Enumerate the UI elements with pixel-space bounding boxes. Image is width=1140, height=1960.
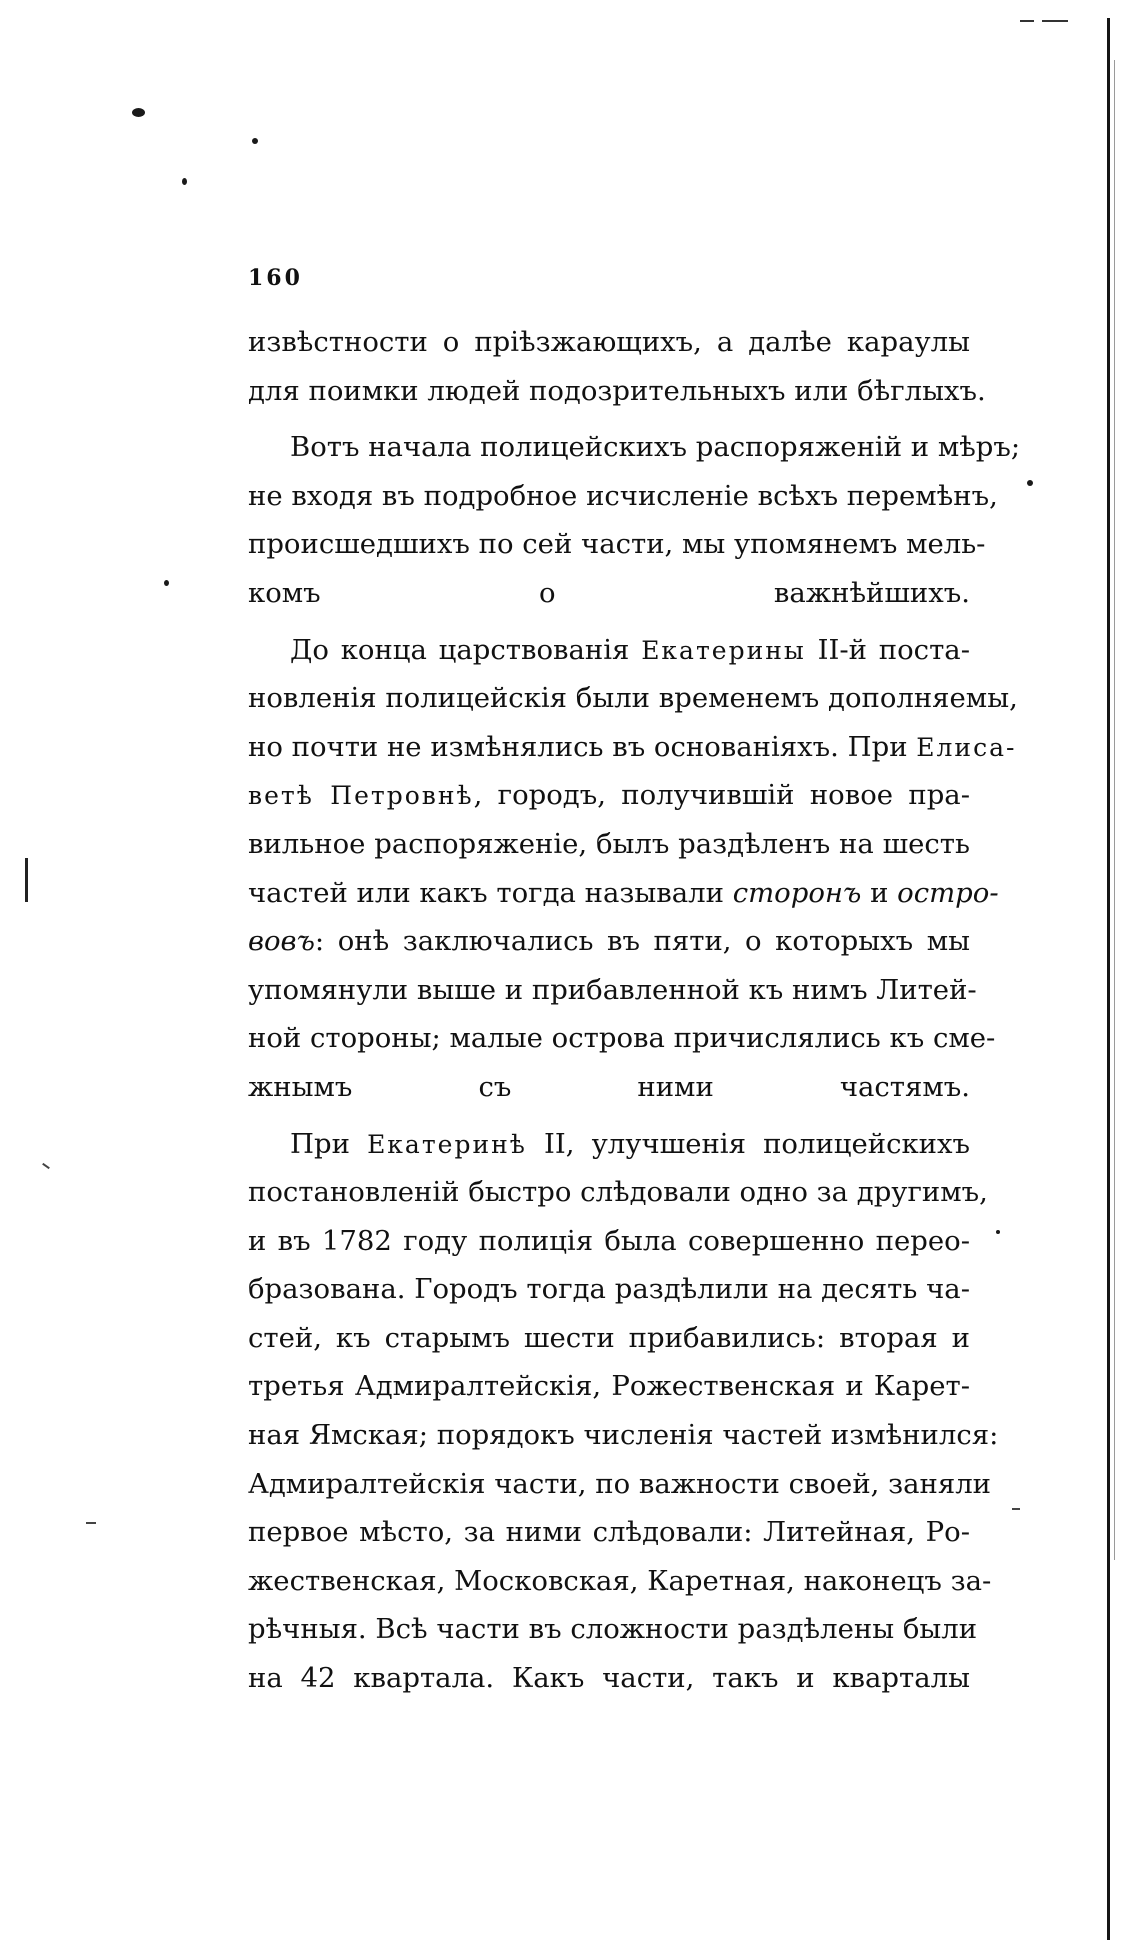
text-segment: упомянули выше и прибавленной къ нимъ Литей- bbox=[248, 973, 977, 1006]
text-segment: II-й поста- bbox=[805, 633, 970, 666]
text-line bbox=[248, 520, 986, 569]
text-segment: и bbox=[861, 876, 898, 909]
text-line bbox=[248, 771, 970, 820]
text-segment: Вотъ начала полицейскихъ распоряженій и мѣръ; bbox=[290, 431, 1021, 464]
text-line bbox=[248, 1460, 992, 1509]
paragraph bbox=[248, 1120, 999, 1703]
text-line bbox=[248, 966, 977, 1015]
ink-speck bbox=[164, 580, 169, 586]
ink-speck bbox=[996, 1230, 1000, 1234]
text-segment: ная Ямская; порядокъ численія частей измѣнился: bbox=[248, 1419, 999, 1452]
text-segment: но почти не измѣнялись въ основаніяхъ. При bbox=[248, 730, 917, 763]
text-segment: ветѣ Петровнѣ bbox=[248, 781, 474, 811]
text-segment: извѣстности о пріѣзжающихъ, а далѣе караулы bbox=[248, 326, 970, 358]
text-line bbox=[248, 1557, 992, 1606]
text-line bbox=[248, 318, 970, 367]
text-segment: вильное распоряженіе, былъ раздѣленъ на шесть bbox=[248, 827, 970, 860]
text-line bbox=[248, 1314, 970, 1363]
text-line bbox=[248, 1265, 970, 1314]
ink-speck bbox=[132, 108, 145, 117]
text-line bbox=[248, 626, 970, 675]
page-number: 160 bbox=[248, 265, 303, 291]
text-segment: рѣчныя. Всѣ части въ сложности раздѣлены были bbox=[248, 1613, 978, 1646]
text-segment: Екатеринѣ bbox=[367, 1129, 527, 1159]
text-segment: жественская, Московская, Каретная, наконецъ за- bbox=[248, 1564, 992, 1597]
text-line bbox=[248, 1411, 999, 1460]
text-segment: До конца царствованія bbox=[290, 633, 642, 666]
text-line bbox=[248, 569, 970, 618]
text-segment: вовъ bbox=[248, 925, 315, 958]
text-segment: Екатерины bbox=[641, 635, 806, 665]
text-segment: : онѣ заключались въ пяти, о которыхъ мы bbox=[314, 925, 970, 958]
text-segment: , городъ, получившій новое пра- bbox=[473, 779, 970, 812]
text-segment: для поимки людей подозрительныхъ или бѣглыхъ. bbox=[248, 374, 986, 407]
text-line bbox=[248, 674, 1018, 723]
text-segment: ной стороны; малые острова причислялись къ сме- bbox=[248, 1022, 996, 1055]
text-segment: II, улучшенія полицейскихъ bbox=[526, 1127, 970, 1160]
text-segment: стей, къ старымъ шести прибавились: вторая и bbox=[248, 1321, 970, 1354]
scan-mark bbox=[1042, 20, 1068, 22]
paragraph bbox=[248, 423, 1021, 617]
text-segment: частей или какъ тогда называли bbox=[248, 876, 733, 909]
text-line bbox=[248, 472, 998, 521]
text-line bbox=[248, 1508, 970, 1557]
text-line bbox=[248, 869, 999, 918]
text-segment: происшедшихъ по сей части, мы упомянемъ мель- bbox=[248, 528, 986, 561]
text-line bbox=[248, 423, 1021, 472]
text-segment: не входя въ подробное исчисленіе всѣхъ перемѣнъ, bbox=[248, 479, 998, 512]
text-segment: Адмиралтейскія части, по важности своей, заняли bbox=[248, 1467, 992, 1500]
text-line bbox=[248, 367, 986, 416]
text-line bbox=[248, 1654, 970, 1703]
text-segment: комъ о важнѣйшихъ. bbox=[248, 576, 970, 609]
ink-speck bbox=[1027, 480, 1033, 486]
text-line bbox=[248, 1362, 970, 1411]
text-segment: на 42 квартала. Какъ части, такъ и кварталы bbox=[248, 1662, 970, 1695]
scan-mark bbox=[25, 858, 28, 902]
paragraph bbox=[248, 318, 986, 415]
text-segment: остро- bbox=[897, 876, 999, 909]
text-line bbox=[248, 1120, 970, 1169]
text-line bbox=[248, 1014, 996, 1063]
text-segment: новленія полицейскія были временемъ дополняемы, bbox=[248, 682, 1018, 715]
text-segment: жнымъ съ ними частямъ. bbox=[248, 1070, 970, 1103]
page-edge-line bbox=[1107, 18, 1110, 1940]
text-segment: третья Адмиралтейскія, Рожественская и Карет- bbox=[248, 1370, 970, 1403]
page-edge-shadow bbox=[1114, 60, 1115, 1560]
text-line bbox=[248, 1217, 970, 1266]
scan-mark bbox=[1012, 1508, 1020, 1510]
scan-mark bbox=[1020, 20, 1034, 22]
scan-mark bbox=[42, 1163, 50, 1169]
text-line bbox=[248, 1605, 978, 1654]
text-segment: и въ 1782 году полиція была совершенно перео- bbox=[248, 1224, 970, 1257]
scan-mark bbox=[86, 1522, 96, 1524]
text-line bbox=[248, 723, 1017, 772]
text-segment: сторонъ bbox=[732, 876, 862, 909]
text-segment: бразована. Городъ тогда раздѣлили на десять ча- bbox=[248, 1273, 970, 1306]
text-segment: Елиса- bbox=[916, 732, 1017, 762]
ink-speck bbox=[252, 138, 258, 144]
text-line bbox=[248, 820, 970, 869]
ink-speck bbox=[182, 178, 187, 185]
text-line bbox=[248, 1063, 970, 1112]
text-segment: постановленій быстро слѣдовали одно за другимъ, bbox=[248, 1176, 988, 1209]
text-line bbox=[248, 917, 970, 966]
paragraph bbox=[248, 626, 1018, 1112]
text-segment: первое мѣсто, за ними слѣдовали: Литейная, Ро- bbox=[248, 1516, 970, 1549]
text-line bbox=[248, 1168, 988, 1217]
text-segment: При bbox=[290, 1127, 368, 1160]
body-text bbox=[248, 318, 1021, 1711]
